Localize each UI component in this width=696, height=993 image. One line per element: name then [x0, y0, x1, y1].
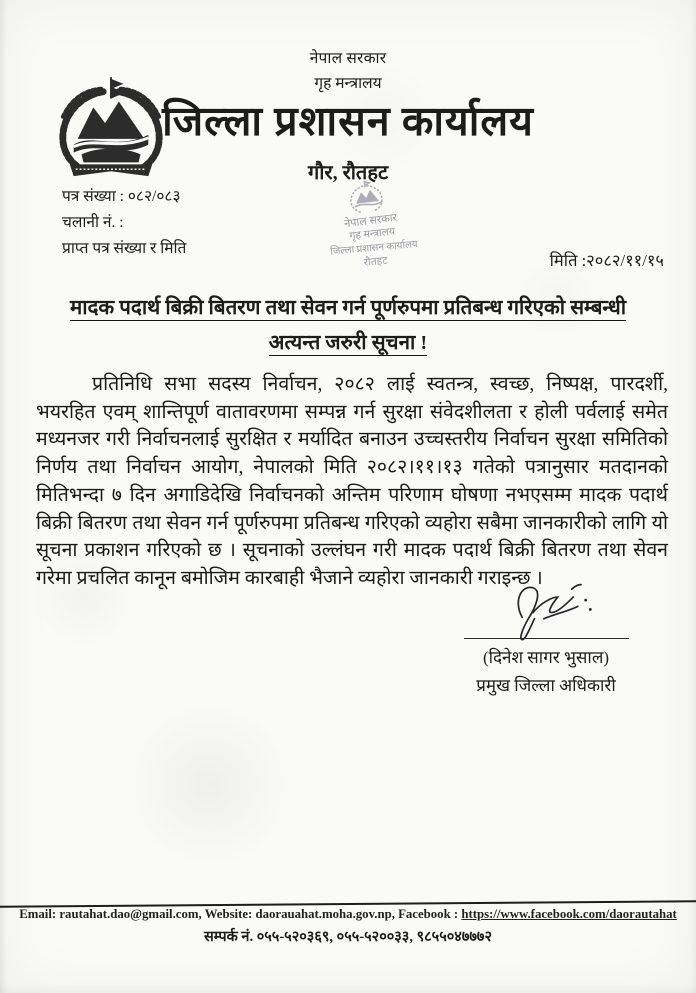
stamp-line-government: नेपाल सरकार — [343, 211, 398, 231]
signature-block — [436, 580, 656, 696]
nepal-emblem-icon — [52, 76, 170, 184]
letter-date: मिति :२०८२/११/१५ — [549, 251, 664, 270]
office-stamp — [291, 169, 451, 279]
subject-line-1: मादक पदार्थ बिक्री बितरण तथा सेवन गर्न पूर्णरुपमा प्रतिबन्ध गरिएको सम्बन्धी — [69, 297, 627, 319]
footer-phone-numbers: सम्पर्क नं. ०५५-५२०३६९, ०५५-५२००३३, ९८५५०४७७७२ — [204, 929, 492, 945]
subject-line-2: अत्यन्त जरुरी सूचना ! — [268, 332, 428, 354]
received-letter-label: प्राप्त पत्र संख्या र मिति — [62, 240, 187, 257]
notice-subject — [0, 291, 696, 361]
stamp-emblem-icon — [343, 176, 393, 217]
footer-email-website: Email: rautahat.dao@gmail.com, Website: daorauahat.moha.gov.np, Facebook : — [19, 907, 462, 921]
government-name: नेपाल सरकार — [309, 50, 387, 67]
signature-line — [464, 638, 629, 639]
office-title: जिल्ला प्रशासन कार्यालय — [162, 98, 534, 144]
signatory-designation: प्रमुख जिल्ला अधिकारी — [476, 676, 616, 695]
dispatch-number: चलानी नं. : — [62, 214, 124, 231]
footer-contact-line — [0, 907, 696, 922]
stamp-line-district: रौतहट — [363, 255, 389, 269]
facebook-link: https://www.facebook.com/daorautahat — [461, 907, 677, 921]
signature-scribble-icon — [490, 580, 610, 642]
signatory-name: (दिनेश सागर भुसाल) — [482, 648, 610, 667]
letter-number: पत्र संख्या : ०८२/०८३ — [62, 188, 181, 205]
stamp-line-ministry: गृह मन्त्रालय — [349, 226, 396, 243]
ministry-name: गृह मन्त्रालय — [314, 75, 382, 92]
reference-block — [62, 184, 186, 262]
stamp-line-office: जिल्ला प्रशासन कार्यालय — [329, 239, 419, 258]
office-location: गौर, रौतहट — [307, 162, 389, 184]
notice-body-paragraph: प्रतिनिधि सभा सदस्य निर्वाचन, २०८२ लाई स्वतन्त्र, स्वच्छ, निष्पक्ष, पारदर्शी, भयरहित एवम् शान्तिपूर्ण वातावरणमा सम्पन्न गर्न सुरक्षा संवेदशीलता र होली पर्वलाई समेत मध्यनजर गरी निर्वाचनलाई सुरक्षित र मर्यादित बनाउन उच्चस्तरीय निर्वाचन सुरक्षा समितिको निर्णय तथा निर्वाचन आयोग, नेपालको मिति २०८२।११।१३ गतेको पत्रानुसार मतदानको मितिभन्दा ७ दिन अगाडिदेखि निर्वाचनको अन्तिम परिणाम घोषणा नभएसम्म मादक पदार्थ बिक्री बितरण तथा सेवन गर्न पूर्णरुपमा प्रतिबन्ध गरिएको व्यहोरा सबैमा जानकारीको लागि यो सूचना प्रकाशन गरिएको छ । सूचनाको उल्लंघन गरी मादक पदार्थ बिक्री बितरण तथा सेवन गरेमा प्रचलित कानून बमोजिम कारबाही भैजाने व्यहोरा जानकारी गराइन्छ । — [36, 374, 668, 589]
